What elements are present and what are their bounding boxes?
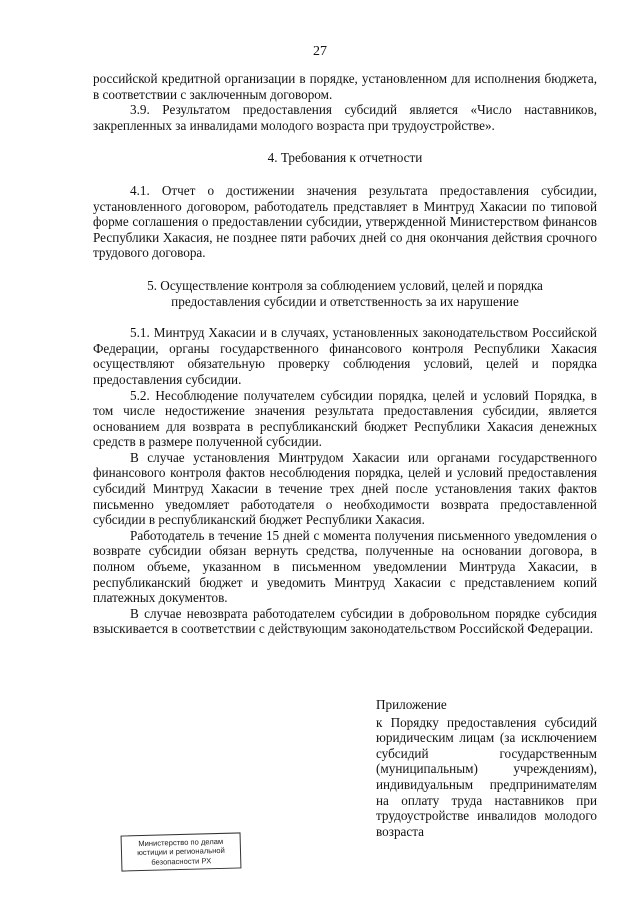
stamp-line2: юстиции и региональной xyxy=(137,846,225,858)
paragraph-establishment: В случае установления Минтрудом Хакасии или органами государственного финансового контроля фактов несоблюдения порядка, целей и условий предоставления субсидий Минтруд Хакасии в течение трех дней после установления таких фактов письменно уведомляет работодателя о необходимости возврата предоставленной субсидии в республиканский бюджет Республики Хакасия. xyxy=(93,449,597,528)
appendix-title: Приложение xyxy=(376,697,447,712)
clause-5-2: 5.2. Несоблюдение получателем субсидии порядка, целей и условий Порядка, в том числе недостижение значения результата предоставления субсидии, является основанием для возврата в республиканский бюджет Республики Хакасия денежных средств в размере полученной субсидии. xyxy=(93,387,597,450)
continuation-paragraph: российской кредитной организации в порядке, установленном для исполнения бюджета, в соответствии с заключенным договором. xyxy=(93,71,597,102)
document-body xyxy=(93,71,597,637)
clause-4-1: 4.1. Отчет о достижении значения результата предоставления субсидии, установленного договором, работодатель представляет в Минтруд Хакасии по типовой форме соглашения о предоставлении субсидии, утвержденной Министерством финансов Республики Хакасия, не позднее пяти рабочих дней со дня окончания действия срочного трудового договора. xyxy=(93,182,597,261)
appendix-text: к Порядку предоставления субсидий юридическим лицам (за исключением субсидий государственным (муниципальным) учреждениям), индивидуальным предпринимателям на оплату труда наставников при трудоустройстве инвалидов молодого возраста xyxy=(376,714,597,839)
page-number: 27 xyxy=(313,44,327,59)
paragraph-nonreturn: В случае невозврата работодателем субсидии в добровольном порядке субсидия взыскивается в соответствии с действующим законодательством Российской Федерации. xyxy=(93,605,597,637)
appendix-block xyxy=(376,697,597,839)
section-5-heading-line2: предоставления субсидии и ответственность за их нарушение xyxy=(171,293,519,309)
stamp-line3: безопасности РХ xyxy=(151,856,212,867)
paragraph-employer: Работодатель в течение 15 дней с момента получения письменного уведомления о возврате субсидии обязан вернуть средства, полученные на основании договора, в полном объеме, указанном в письменном уведомлении Минтруда Хакасии, в республиканский бюджет и уведомить Минтруд Хакасии с представлением копий платежных документов. xyxy=(93,527,597,606)
section-5-heading xyxy=(93,278,597,309)
clause-3-9: 3.9. Результатом предоставления субсидий является «Число наставников, закрепленных за инвалидами молодого возраста при трудоустройстве». xyxy=(93,102,597,133)
ministry-stamp xyxy=(121,832,242,871)
clause-5-1: 5.1. Минтруд Хакасии и в случаях, установленных законодательством Российской Федерации, органы государственного финансового контроля Республики Хакасия осуществляют обязательную проверку соблюдения условий, целей и порядка предоставления субсидии. xyxy=(93,325,597,387)
stamp-line1: Министерство по делам xyxy=(138,836,224,849)
section-4-heading: 4. Требования к отчетности xyxy=(267,150,423,166)
section-5-heading-line1: 5. Осуществление контроля за соблюдением условий, целей и порядка xyxy=(147,277,543,293)
